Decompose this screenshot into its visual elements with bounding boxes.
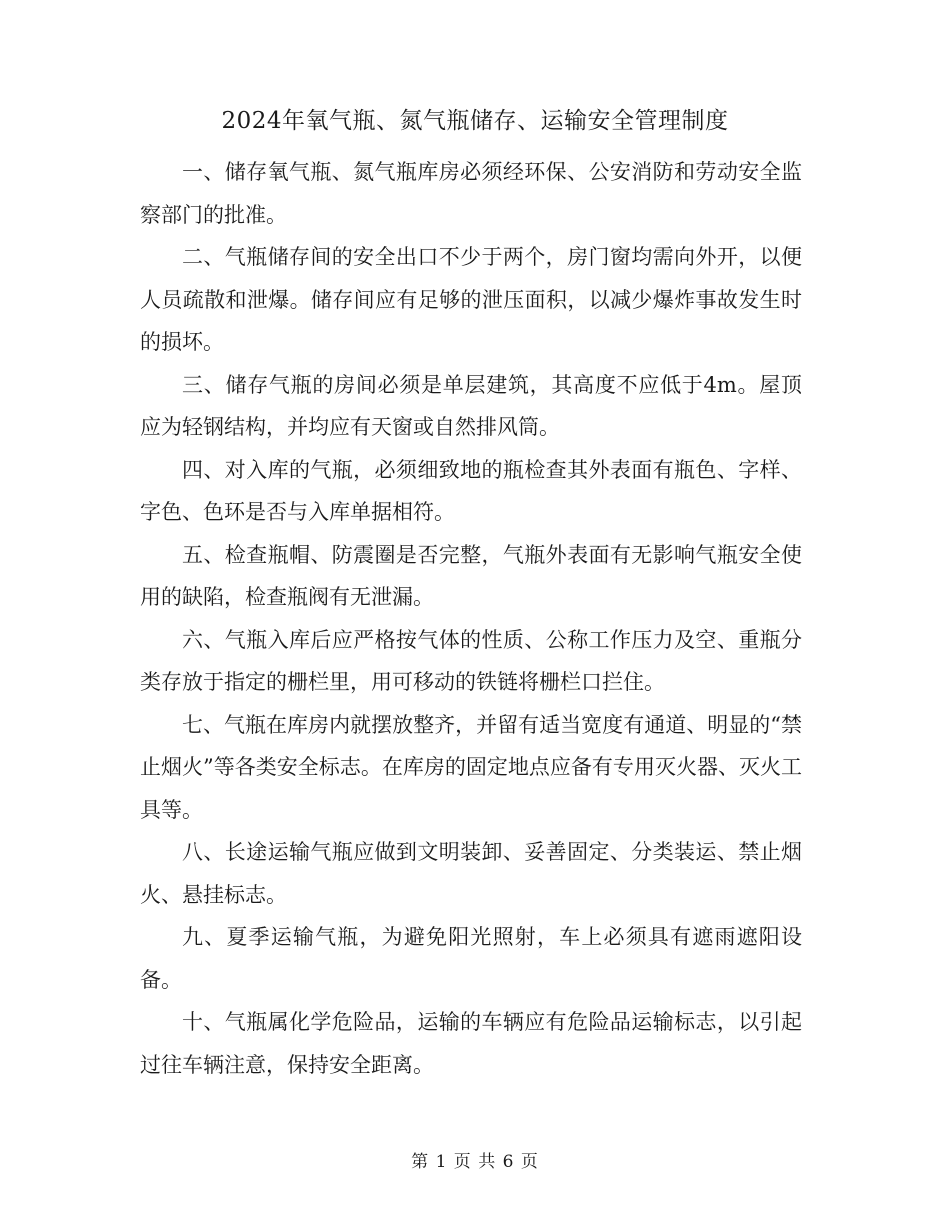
paragraph-7: 七、气瓶在库房内就摆放整齐，并留有适当宽度有通道、明显的“禁止烟火”等各类安全标志。在库房的固定地点应备有专用灭火器、灭火工具等。 — [140, 712, 802, 822]
document-title: 2024年氧气瓶、氮气瓶储存、运输安全管理制度 — [221, 108, 729, 134]
paragraph-6: 六、气瓶入库后应严格按气体的性质、公称工作压力及空、重瓶分类存放于指定的栅栏里，用可移动的铁链将栅栏口拦住。 — [140, 627, 802, 694]
paragraph-2: 二、气瓶储存间的安全出口不少于两个，房门窗均需向外开，以便人员疏散和泄爆。储存间应有足够的泄压面积，以减少爆炸事故发生时的损坏。 — [140, 245, 802, 354]
paragraph-4: 四、对入库的气瓶，必须细致地的瓶检查其外表面有瓶色、字样、字色、色环是否与入库单据相符。 — [140, 457, 802, 524]
page-number-footer: 第 1 页 共 6 页 — [411, 1152, 539, 1172]
paragraph-1: 一、储存氧气瓶、氮气瓶库房必须经环保、公安消防和劳动安全监察部门的批准。 — [140, 160, 802, 227]
paragraph-8: 八、长途运输气瓶应做到文明装卸、妥善固定、分类装运、禁止烟火、悬挂标志。 — [140, 840, 802, 907]
paragraph-10: 十、气瓶属化学危险品，运输的车辆应有危险品运输标志，以引起过往车辆注意，保持安全距离。 — [140, 1010, 802, 1077]
paragraph-9: 九、夏季运输气瓶，为避免阳光照射，车上必须具有遮雨遮阳设备。 — [140, 925, 802, 992]
document-body — [140, 151, 802, 1086]
paragraph-5: 五、检查瓶帽、防震圈是否完整，气瓶外表面有无影响气瓶安全使用的缺陷，检查瓶阀有无泄漏。 — [140, 542, 802, 609]
paragraph-3: 三、储存气瓶的房间必须是单层建筑，其高度不应低于4m。屋顶应为轻钢结构，并均应有天窗或自然排风筒。 — [140, 372, 802, 439]
